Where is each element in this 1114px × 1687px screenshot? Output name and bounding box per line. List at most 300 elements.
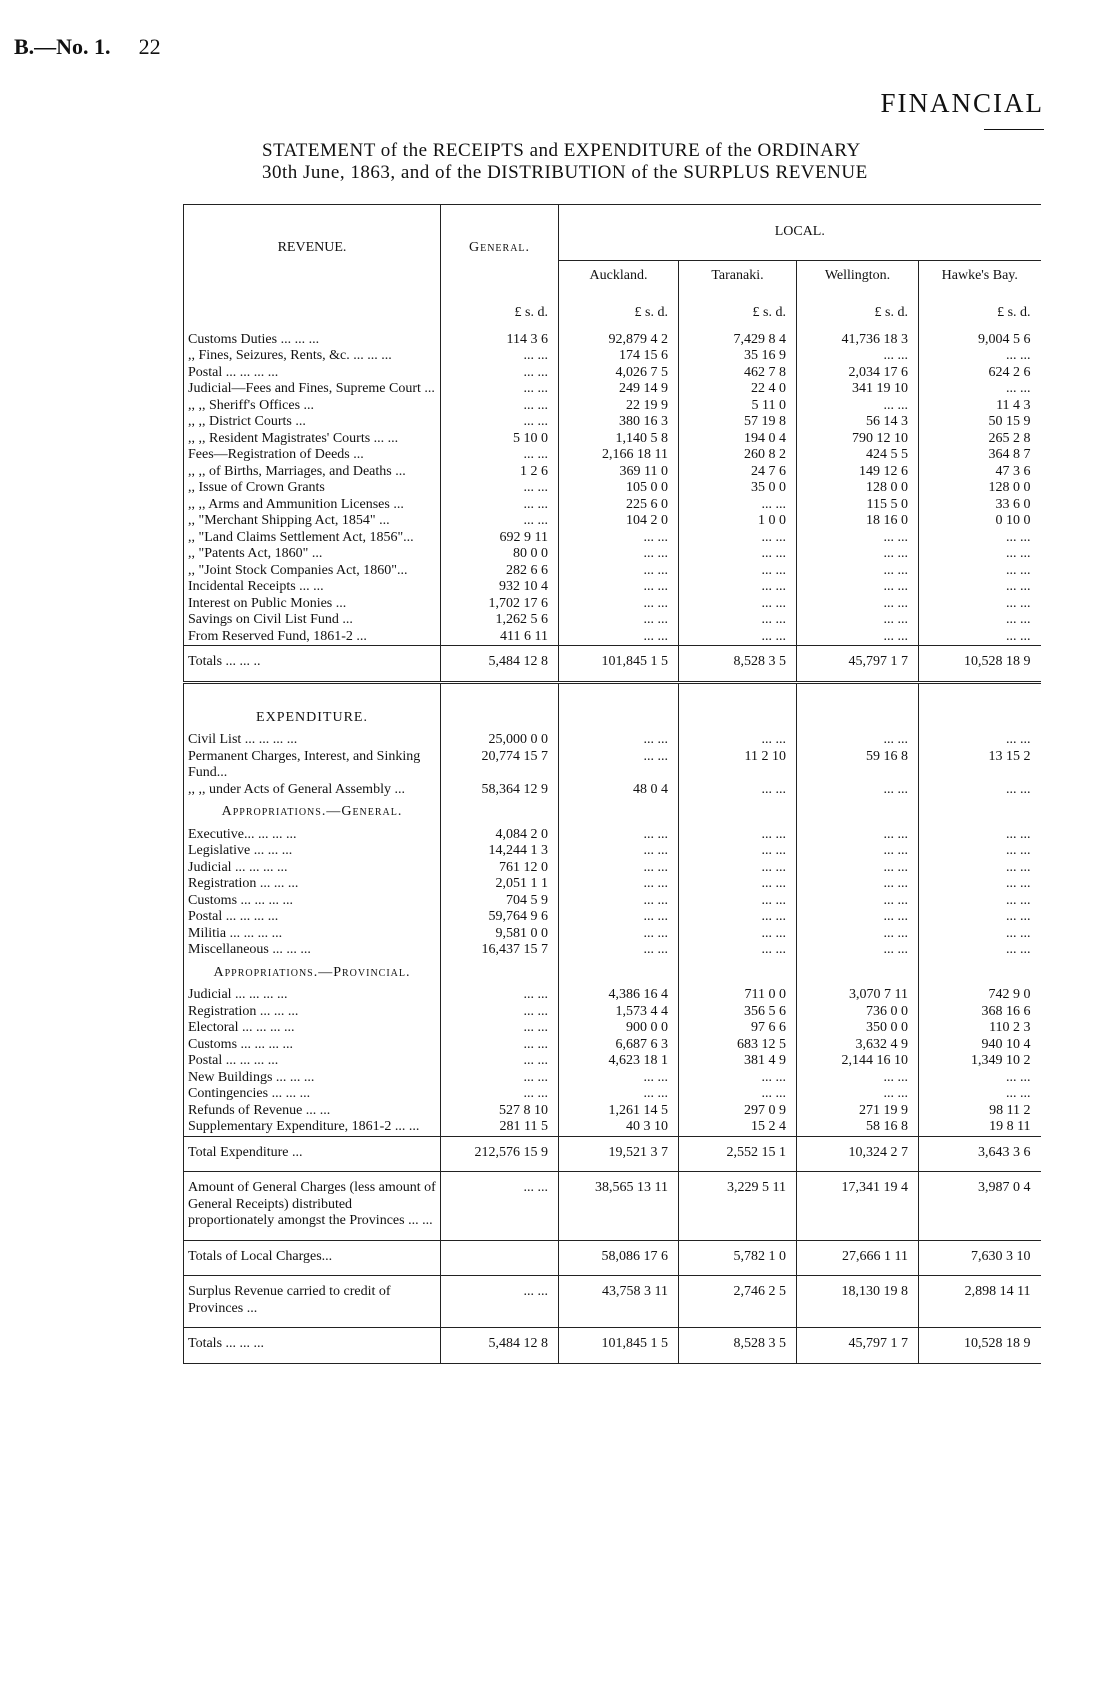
amount-cell: ... ...	[919, 563, 1041, 580]
amount-cell: ... ...	[797, 909, 919, 926]
amount-cell: 50 15 9	[919, 414, 1041, 431]
amount-cell: ... ...	[797, 348, 919, 365]
amount-cell: 22 19 9	[559, 398, 679, 415]
revenue-row	[184, 596, 1041, 613]
amount-cell: ... ...	[559, 909, 679, 926]
amount-cell: ... ...	[441, 1004, 559, 1021]
amount-cell: ... ...	[919, 782, 1041, 799]
surplus-row	[184, 1276, 1041, 1328]
row-label: ,, Issue of Crown Grants	[184, 480, 441, 497]
amount-cell: ... ...	[797, 876, 919, 893]
row-label: ,, Fines, Seizures, Rents, &c. ... ... ...	[184, 348, 441, 365]
statement-title	[262, 140, 1042, 184]
amount-cell: ... ...	[679, 612, 797, 629]
amount-cell: ... ...	[919, 942, 1041, 959]
row-label: Contingencies ... ... ...	[184, 1086, 441, 1103]
amount-cell: ... ...	[919, 893, 1041, 910]
amount-cell: ... ...	[441, 1276, 559, 1328]
amount-cell: ... ...	[441, 414, 559, 431]
revenue-row	[184, 414, 1041, 431]
currency-row	[184, 291, 1041, 322]
revenue-row	[184, 431, 1041, 448]
revenue-row	[184, 348, 1041, 365]
local-charges-row	[184, 1240, 1041, 1276]
currency-label: £ s. d.	[919, 291, 1041, 322]
amount-cell: ... ...	[679, 563, 797, 580]
amount-cell: ... ...	[559, 926, 679, 943]
currency-label: £ s. d.	[679, 291, 797, 322]
amount-cell: ... ...	[679, 1086, 797, 1103]
amount-cell: 271 19 9	[797, 1103, 919, 1120]
amount-cell: 5,782 1 0	[679, 1240, 797, 1276]
amount-cell: ... ...	[797, 1086, 919, 1103]
row-label: Incidental Receipts ... ...	[184, 579, 441, 596]
amount-cell: 1,140 5 8	[559, 431, 679, 448]
row-label: Registration ... ... ...	[184, 876, 441, 893]
amount-cell: 41,736 18 3	[797, 322, 919, 349]
amount-cell: ... ...	[441, 1070, 559, 1087]
amount-cell: ... ...	[559, 629, 679, 646]
appropriations-provincial-heading	[184, 959, 1041, 988]
amount-cell: 265 2 8	[919, 431, 1041, 448]
amount-cell: ... ...	[919, 579, 1041, 596]
amount-cell: 3,632 4 9	[797, 1037, 919, 1054]
amount-cell: ... ...	[441, 480, 559, 497]
wellington-header: Wellington.	[797, 261, 919, 292]
amount-cell: 5,484 12 8	[441, 646, 559, 683]
amount-cell: 624 2 6	[919, 365, 1041, 382]
amount-cell: ... ...	[679, 827, 797, 844]
amount-cell: 19,521 3 7	[559, 1136, 679, 1172]
amount-cell: 2,166 18 11	[559, 447, 679, 464]
row-label: New Buildings ... ... ...	[184, 1070, 441, 1087]
amount-cell: ... ...	[441, 398, 559, 415]
amount-cell: 25,000 0 0	[441, 732, 559, 749]
row-label: Legislative ... ... ...	[184, 843, 441, 860]
page-number: 22	[138, 34, 161, 59]
amount-cell: 2,144 16 10	[797, 1053, 919, 1070]
amount-cell: 1 0 0	[679, 513, 797, 530]
amount-cell: 10,324 2 7	[797, 1136, 919, 1172]
amount-cell: ... ...	[559, 942, 679, 959]
amount-cell: 1,349 10 2	[919, 1053, 1041, 1070]
amount-cell: ... ...	[441, 348, 559, 365]
amount-cell: ... ...	[797, 546, 919, 563]
amount-cell: 18 16 0	[797, 513, 919, 530]
amount-cell: 101,845 1 5	[559, 1328, 679, 1364]
amount-cell: 2,552 15 1	[679, 1136, 797, 1172]
provincial-appropriation-row	[184, 1070, 1041, 1087]
amount-cell: 33 6 0	[919, 497, 1041, 514]
amount-cell: 11 2 10	[679, 749, 797, 782]
general-appropriation-row	[184, 893, 1041, 910]
row-label: Postal ... ... ... ...	[184, 909, 441, 926]
amount-cell: ... ...	[679, 843, 797, 860]
amount-cell: 174 15 6	[559, 348, 679, 365]
amount-cell: 105 0 0	[559, 480, 679, 497]
amount-cell: 128 0 0	[919, 480, 1041, 497]
row-label: Totals of Local Charges...	[184, 1240, 441, 1276]
amount-cell: 4,386 16 4	[559, 987, 679, 1004]
amount-cell: ... ...	[919, 348, 1041, 365]
amount-cell: ... ...	[797, 579, 919, 596]
amount-cell: ... ...	[679, 546, 797, 563]
revenue-row	[184, 322, 1041, 349]
amount-cell: 128 0 0	[797, 480, 919, 497]
row-label: Surplus Revenue carried to credit of Provinces ...	[184, 1276, 441, 1328]
revenue-row	[184, 612, 1041, 629]
title-line-2: 30th June, 1863, and of the DISTRIBUTION of the SURPLUS REVENUE	[262, 162, 868, 183]
amount-cell: ... ...	[559, 876, 679, 893]
general-appropriation-row	[184, 926, 1041, 943]
amount-cell: 16,437 15 7	[441, 942, 559, 959]
amount-cell	[441, 1240, 559, 1276]
amount-cell: 940 10 4	[919, 1037, 1041, 1054]
amount-cell: 7,429 8 4	[679, 322, 797, 349]
expenditure-row	[184, 782, 1041, 799]
amount-cell: ... ...	[797, 612, 919, 629]
amount-cell: ... ...	[679, 893, 797, 910]
amount-cell: 341 19 10	[797, 381, 919, 398]
appropriations-general-heading	[184, 798, 1041, 827]
amount-cell: 1,261 14 5	[559, 1103, 679, 1120]
amount-cell: ... ...	[679, 497, 797, 514]
revenue-row	[184, 365, 1041, 382]
amount-cell: 101,845 1 5	[559, 646, 679, 683]
amount-cell: ... ...	[679, 629, 797, 646]
amount-cell: 2,746 2 5	[679, 1276, 797, 1328]
amount-cell: 9,004 5 6	[919, 322, 1041, 349]
expenditure-heading	[184, 704, 1041, 733]
amount-cell: ... ...	[679, 1070, 797, 1087]
amount-cell: ... ...	[679, 909, 797, 926]
revenue-row	[184, 381, 1041, 398]
amount-cell: ... ...	[559, 1086, 679, 1103]
row-label: Totals ... ... ...	[184, 1328, 441, 1364]
amount-cell: 104 2 0	[559, 513, 679, 530]
amount-cell: ... ...	[441, 1172, 559, 1241]
statement-table	[183, 204, 1041, 1364]
provincial-appropriation-row	[184, 1053, 1041, 1070]
auckland-header: Auckland.	[559, 261, 679, 292]
amount-cell: 6,687 6 3	[559, 1037, 679, 1054]
amount-cell: 742 9 0	[919, 987, 1041, 1004]
row-label: Judicial—Fees and Fines, Supreme Court ...	[184, 381, 441, 398]
amount-cell: ... ...	[559, 860, 679, 877]
amount-cell: ... ...	[679, 876, 797, 893]
section-divider	[184, 682, 1041, 704]
amount-cell: 58,364 12 9	[441, 782, 559, 799]
amount-cell: ... ...	[797, 942, 919, 959]
amount-cell: ... ...	[679, 596, 797, 613]
amount-cell: ... ...	[797, 563, 919, 580]
currency-label: £ s. d.	[441, 291, 559, 322]
amount-cell: ... ...	[797, 732, 919, 749]
amount-cell: 2,051 1 1	[441, 876, 559, 893]
provincial-appropriation-row	[184, 1103, 1041, 1120]
amount-cell: 260 8 2	[679, 447, 797, 464]
row-label: Total Expenditure ...	[184, 1136, 441, 1172]
revenue-totals-row	[184, 646, 1041, 683]
row-label: Refunds of Revenue ... ...	[184, 1103, 441, 1120]
amount-cell: 225 6 0	[559, 497, 679, 514]
revenue-row	[184, 546, 1041, 563]
general-header: General.	[441, 205, 559, 292]
amount-cell: 149 12 6	[797, 464, 919, 481]
revenue-row	[184, 563, 1041, 580]
row-label: Miscellaneous ... ... ...	[184, 942, 441, 959]
amount-cell: 59,764 9 6	[441, 909, 559, 926]
row-label: Supplementary Expenditure, 1861-2 ... ...	[184, 1119, 441, 1136]
provincial-appropriation-row	[184, 1020, 1041, 1037]
row-label: ,, ,, Arms and Ammunition Licenses ...	[184, 497, 441, 514]
general-appropriation-row	[184, 843, 1041, 860]
revenue-header: REVENUE.	[184, 205, 441, 292]
amount-cell: ... ...	[797, 843, 919, 860]
amount-cell: 900 0 0	[559, 1020, 679, 1037]
amount-cell: 110 2 3	[919, 1020, 1041, 1037]
title-line-1: STATEMENT of the RECEIPTS and EXPENDITURE of the ORDINARY	[262, 140, 861, 161]
row-label: Executive... ... ... ...	[184, 827, 441, 844]
amount-cell: 43,758 3 11	[559, 1276, 679, 1328]
general-charges-row	[184, 1172, 1041, 1241]
amount-cell: ... ...	[919, 629, 1041, 646]
final-totals-row	[184, 1328, 1041, 1364]
row-label: ,, "Patents Act, 1860" ...	[184, 546, 441, 563]
row-label: ,, ,, Sheriff's Offices ...	[184, 398, 441, 415]
amount-cell: 1 2 6	[441, 464, 559, 481]
amount-cell: 8,528 3 5	[679, 646, 797, 683]
amount-cell: 9,581 0 0	[441, 926, 559, 943]
row-label: Customs Duties ... ... ...	[184, 322, 441, 349]
amount-cell: ... ...	[559, 1070, 679, 1087]
amount-cell: 10,528 18 9	[919, 1328, 1041, 1364]
amount-cell: ... ...	[797, 398, 919, 415]
amount-cell: 27,666 1 11	[797, 1240, 919, 1276]
amount-cell: 364 8 7	[919, 447, 1041, 464]
amount-cell: ... ...	[441, 1020, 559, 1037]
amount-cell: 22 4 0	[679, 381, 797, 398]
amount-cell: 4,026 7 5	[559, 365, 679, 382]
appropriations-provincial-heading-text: Appropriations.—Provincial.	[184, 959, 441, 988]
amount-cell: 368 16 6	[919, 1004, 1041, 1021]
amount-cell: 683 12 5	[679, 1037, 797, 1054]
amount-cell: ... ...	[559, 612, 679, 629]
amount-cell: 13 15 2	[919, 749, 1041, 782]
amount-cell: 424 5 5	[797, 447, 919, 464]
general-appropriation-row	[184, 860, 1041, 877]
amount-cell: 115 5 0	[797, 497, 919, 514]
amount-cell: ... ...	[559, 546, 679, 563]
amount-cell: 5 10 0	[441, 431, 559, 448]
amount-cell: ... ...	[919, 1070, 1041, 1087]
amount-cell: ... ...	[441, 365, 559, 382]
amount-cell: 47 3 6	[919, 464, 1041, 481]
amount-cell: 58,086 17 6	[559, 1240, 679, 1276]
amount-cell: 40 3 10	[559, 1119, 679, 1136]
row-label: Customs ... ... ... ...	[184, 893, 441, 910]
expenditure-row	[184, 732, 1041, 749]
amount-cell: 297 0 9	[679, 1103, 797, 1120]
amount-cell: ... ...	[559, 732, 679, 749]
amount-cell: 24 7 6	[679, 464, 797, 481]
amount-cell: 3,229 5 11	[679, 1172, 797, 1241]
amount-cell: 381 4 9	[679, 1053, 797, 1070]
amount-cell: 704 5 9	[441, 893, 559, 910]
row-label: Judicial ... ... ... ...	[184, 860, 441, 877]
amount-cell: 35 16 9	[679, 348, 797, 365]
amount-cell: ... ...	[919, 596, 1041, 613]
amount-cell: ... ...	[797, 893, 919, 910]
amount-cell: 761 12 0	[441, 860, 559, 877]
appropriations-general-heading-text: Appropriations.—General.	[184, 798, 441, 827]
amount-cell: ... ...	[919, 926, 1041, 943]
amount-cell: 281 11 5	[441, 1119, 559, 1136]
currency-label: £ s. d.	[797, 291, 919, 322]
row-label: ,, ,, District Courts ...	[184, 414, 441, 431]
amount-cell: 3,987 0 4	[919, 1172, 1041, 1241]
revenue-row	[184, 480, 1041, 497]
revenue-row	[184, 513, 1041, 530]
amount-cell: ... ...	[441, 1086, 559, 1103]
amount-cell: 380 16 3	[559, 414, 679, 431]
amount-cell: ... ...	[797, 827, 919, 844]
row-label: ,, ,, Resident Magistrates' Courts ... ...	[184, 431, 441, 448]
provincial-appropriation-row	[184, 1037, 1041, 1054]
row-label: Electoral ... ... ... ...	[184, 1020, 441, 1037]
amount-cell: ... ...	[797, 782, 919, 799]
amount-cell: ... ...	[679, 860, 797, 877]
amount-cell: 35 0 0	[679, 480, 797, 497]
row-label: Postal ... ... ... ...	[184, 1053, 441, 1070]
amount-cell: 3,070 7 11	[797, 987, 919, 1004]
amount-cell: 18,130 19 8	[797, 1276, 919, 1328]
amount-cell: ... ...	[559, 579, 679, 596]
amount-cell: ... ...	[797, 860, 919, 877]
document-reference: B.—No. 1. 22	[14, 34, 161, 59]
amount-cell: 369 11 0	[559, 464, 679, 481]
revenue-row	[184, 464, 1041, 481]
revenue-row	[184, 530, 1041, 547]
amount-cell: ... ...	[679, 530, 797, 547]
amount-cell: 56 14 3	[797, 414, 919, 431]
amount-cell: ... ...	[919, 381, 1041, 398]
amount-cell: 736 0 0	[797, 1004, 919, 1021]
row-label: Interest on Public Monies ...	[184, 596, 441, 613]
row-label: Militia ... ... ... ...	[184, 926, 441, 943]
amount-cell: ... ...	[679, 732, 797, 749]
general-appropriation-row	[184, 827, 1041, 844]
amount-cell: 1,573 4 4	[559, 1004, 679, 1021]
amount-cell: 57 19 8	[679, 414, 797, 431]
row-label: Fees—Registration of Deeds ...	[184, 447, 441, 464]
amount-cell: 19 8 11	[919, 1119, 1041, 1136]
amount-cell: ... ...	[679, 942, 797, 959]
provincial-appropriation-row	[184, 1086, 1041, 1103]
revenue-row	[184, 629, 1041, 646]
general-appropriation-row	[184, 942, 1041, 959]
amount-cell: 11 4 3	[919, 398, 1041, 415]
amount-cell: 3,643 3 6	[919, 1136, 1041, 1172]
amount-cell: ... ...	[441, 1037, 559, 1054]
amount-cell: 282 6 6	[441, 563, 559, 580]
amount-cell: 17,341 19 4	[797, 1172, 919, 1241]
amount-cell: 194 0 4	[679, 431, 797, 448]
expenditure-heading-text: EXPENDITURE.	[184, 704, 441, 733]
amount-cell: 790 12 10	[797, 431, 919, 448]
amount-cell: 350 0 0	[797, 1020, 919, 1037]
amount-cell: ... ...	[797, 596, 919, 613]
amount-cell: ... ...	[559, 563, 679, 580]
row-label: ,, ,, of Births, Marriages, and Deaths ...	[184, 464, 441, 481]
amount-cell: 249 14 9	[559, 381, 679, 398]
amount-cell: ... ...	[559, 827, 679, 844]
general-appropriation-row	[184, 909, 1041, 926]
amount-cell: 14,244 1 3	[441, 843, 559, 860]
amount-cell: 527 8 10	[441, 1103, 559, 1120]
amount-cell: 80 0 0	[441, 546, 559, 563]
amount-cell: ... ...	[559, 843, 679, 860]
row-label: Postal ... ... ... ...	[184, 365, 441, 382]
taranaki-header: Taranaki.	[679, 261, 797, 292]
amount-cell: 58 16 8	[797, 1119, 919, 1136]
amount-cell: 20,774 15 7	[441, 749, 559, 782]
local-header: LOCAL.	[559, 205, 1041, 261]
currency-label: £ s. d.	[559, 291, 679, 322]
amount-cell: 932 10 4	[441, 579, 559, 596]
amount-cell: 462 7 8	[679, 365, 797, 382]
amount-cell: 2,898 14 11	[919, 1276, 1041, 1328]
provincial-appropriation-row	[184, 987, 1041, 1004]
amount-cell: 4,084 2 0	[441, 827, 559, 844]
amount-cell: ... ...	[919, 530, 1041, 547]
amount-cell: ... ...	[797, 629, 919, 646]
amount-cell: 2,034 17 6	[797, 365, 919, 382]
amount-cell: ... ...	[919, 546, 1041, 563]
provincial-appropriation-row	[184, 1119, 1041, 1136]
amount-cell: ... ...	[797, 530, 919, 547]
revenue-row	[184, 447, 1041, 464]
revenue-row	[184, 398, 1041, 415]
section-heading: FINANCIAL	[881, 88, 1045, 130]
expenditure-row	[184, 749, 1041, 782]
amount-cell: 5 11 0	[679, 398, 797, 415]
amount-cell: ... ...	[919, 612, 1041, 629]
amount-cell: ... ...	[441, 987, 559, 1004]
amount-cell: 98 11 2	[919, 1103, 1041, 1120]
row-label: Civil List ... ... ... ...	[184, 732, 441, 749]
amount-cell: ... ...	[797, 1070, 919, 1087]
amount-cell: 4,623 18 1	[559, 1053, 679, 1070]
amount-cell: ... ...	[559, 893, 679, 910]
total-expenditure-row	[184, 1136, 1041, 1172]
amount-cell: ... ...	[441, 497, 559, 514]
amount-cell: ... ...	[919, 860, 1041, 877]
row-label: Permanent Charges, Interest, and Sinking Fund...	[184, 749, 441, 782]
row-label: ,, "Joint Stock Companies Act, 1860"...	[184, 563, 441, 580]
hawkes-bay-header: Hawke's Bay.	[919, 261, 1041, 292]
amount-cell: 7,630 3 10	[919, 1240, 1041, 1276]
amount-cell: ... ...	[559, 749, 679, 782]
row-label: Judicial ... ... ... ...	[184, 987, 441, 1004]
amount-cell: 92,879 4 2	[559, 322, 679, 349]
amount-cell: ... ...	[441, 381, 559, 398]
row-label: Amount of General Charges (less amount of General Receipts) distributed proportionately amongst the Provinces ... ...	[184, 1172, 441, 1241]
amount-cell: ... ...	[679, 926, 797, 943]
amount-cell: 48 0 4	[559, 782, 679, 799]
general-appropriation-row	[184, 876, 1041, 893]
amount-cell: 212,576 15 9	[441, 1136, 559, 1172]
